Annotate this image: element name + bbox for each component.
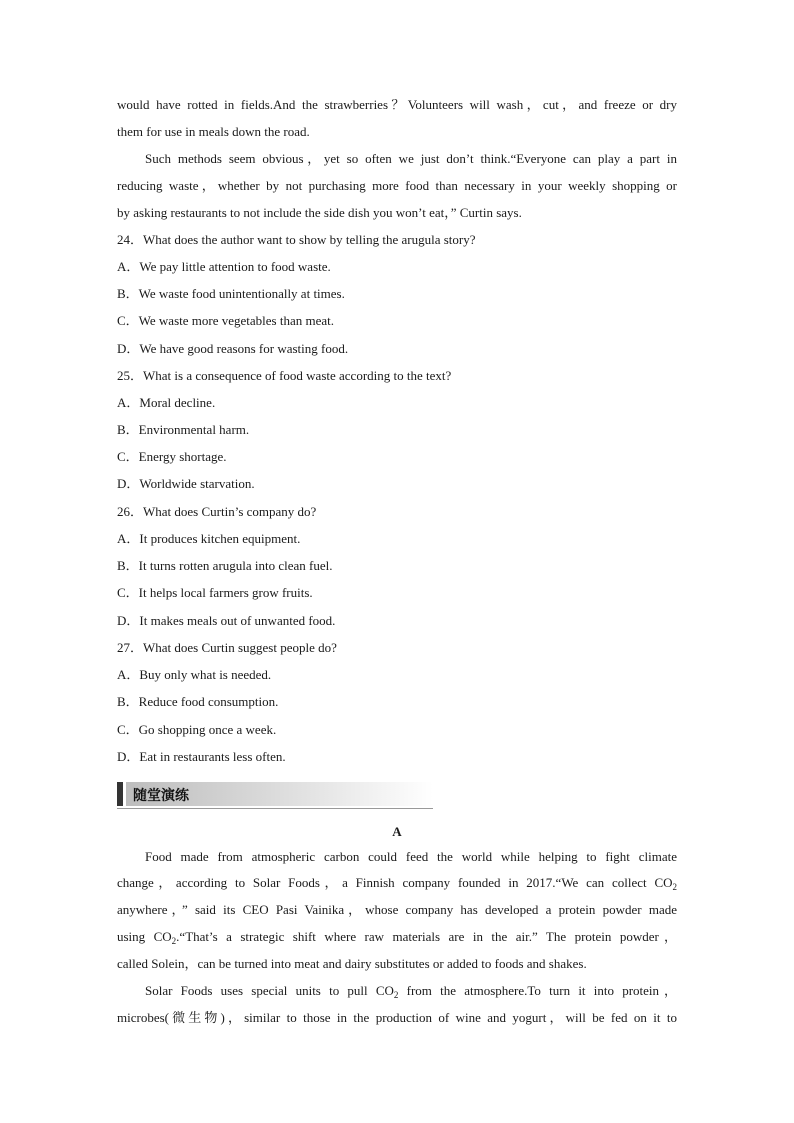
answer-option: B．It turns rotten arugula into clean fuel. [117, 558, 333, 573]
answer-option: C．Go shopping once a week. [117, 722, 277, 737]
passage-line: using $CO_2.“That’s$ a strategic shift where raw materials are in the air.” The protein powder， [117, 929, 677, 946]
question-stem: 25．What is a consequence of food waste according to the text? [117, 368, 452, 383]
answer-option: C．It helps local farmers grow fruits. [117, 585, 313, 600]
answer-option: C．We waste more vegetables than meat. [117, 313, 334, 328]
section-header [117, 779, 433, 809]
answer-option: D．Worldwide starvation. [117, 476, 255, 491]
answer-option: B．Environmental harm. [117, 422, 250, 437]
passage-line: would have rotted in fields.And the strawberries？Volunteers will wash，cut，and freeze or dry [117, 97, 677, 112]
answer-option: A．It produces kitchen equipment. [117, 531, 301, 546]
passage-line: Solar Foods uses special units to pull $CO_2$ from the atmosphere.To turn it into protein， [145, 983, 677, 1000]
answer-option: D．Eat in restaurants less often. [117, 749, 286, 764]
passage-line: reducing waste，whether by not purchasing more food than necessary in your weekly shopping or [117, 178, 677, 193]
question-stem: 24．What does the author want to show by telling the arugula story? [117, 232, 476, 247]
question-stem: 26．What does Curtin’s company do? [117, 504, 317, 519]
passage-line: by asking restaurants to not include the side dish you won’t eat，” Curtin says. [117, 205, 522, 220]
passage-line: them for use in meals down the road. [117, 124, 310, 139]
answer-option: C．Energy shortage. [117, 449, 227, 464]
answer-option: B．Reduce food consumption. [117, 694, 279, 709]
passage-line: anywhere，” said its CEO Pasi Vainika，whose company has developed a protein powder made [117, 902, 677, 917]
passage-line: change，according to Solar Foods，a Finnish company founded in 2017.“We can collect $CO_2$ [117, 875, 677, 892]
section-accent [117, 782, 123, 806]
answer-option: A．Moral decline. [117, 395, 216, 410]
section-divider [117, 808, 433, 809]
passage-line: microbes(微生物)，similar to those in the production of wine and yogurt，will be fed on it to [117, 1010, 677, 1025]
answer-option: A．We pay little attention to food waste. [117, 259, 331, 274]
answer-option: B．We waste food unintentionally at times. [117, 286, 345, 301]
passage-line: Such methods seem obvious，yet so often we just don’t think.“Everyone can play a part in [145, 151, 677, 166]
question-stem: 27．What does Curtin suggest people do? [117, 640, 337, 655]
section-title: 随堂演练 [133, 788, 189, 804]
passage-letter: A [392, 824, 402, 839]
answer-option: D．It makes meals out of unwanted food. [117, 613, 336, 628]
answer-option: D．We have good reasons for wasting food. [117, 341, 349, 356]
answer-option: A．Buy only what is needed. [117, 667, 272, 682]
passage-line: Food made from atmospheric carbon could feed the world while helping to fight climate [145, 849, 677, 864]
passage-line: called Solein，can be turned into meat and dairy substitutes or added to foods and shakes. [117, 956, 587, 971]
